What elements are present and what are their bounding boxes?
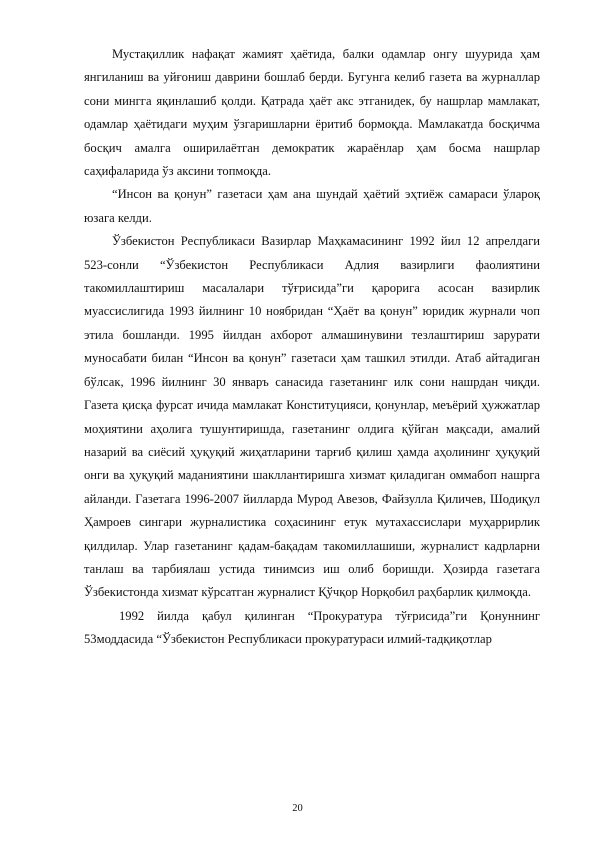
paragraph-prosecutor-law: 1992 йилда қабул қилинган “Прокуратура тўғрисида”ги Қонуннинг 53моддасида “Ўзбекистон Республикаси прокуратураси илмий-тадқиқотлар [84,608,540,647]
paragraph-independence: Мустақиллик нафақат жамият ҳаётида, балки одамлар онгу шуурида ҳам янгиланиш ва уйғониш даврини бошлаб берди. Бугунга келиб газета ва журналлар сони мингга яқинлашиб қолди. Қатрада ҳаёт акс этганидек, бу нашрлар мамлакат, одамлар ҳаётидаги муҳим ўзгаришларни ёритиб бормоқда. Мамлакатда босқичма босқич амалга оширилаётган демократик жараёнлар ҳам босма нашрлар саҳифаларида ўз аксини топмоқда. [84,47,540,179]
body-text [84,43,540,652]
paragraph-newspaper-origin: “Инсон ва қонун” газетаси ҳам ана шундай ҳаётий эҳтиёж самараси ўлароқ юзага келди. [84,187,540,225]
page-number: 20 [292,803,303,814]
paragraph-history: Ўзбекистон Республикаси Вазирлар Маҳкамасининг 1992 йил 12 апрелдаги 523-сонли “Ўзбекистон Республикаси Адлия вазирлиги фаолиятини такомиллаштириш масалалари тўғрисида”ги қарорига асосан вазирлик муассислигида 1993 йилнинг 10 ноябридан “Ҳаёт ва қонун” юридик журнали чоп этила бошланди. 1995 йилдан ахборот алмашинувини тезлаштириш зарурати муносабати билан “Инсон ва қонун” газетаси ҳам ташкил этилди. Атаб айтадиган бўлсак, 1996 йилнинг 30 январъ санасида газетанинг илк сони нашрдан чиқди. Газета қисқа фурсат ичида мамлакат Конституцияси, қонунлар, меъёрий ҳужжатлар моҳиятини аҳолига тушунтиришда, газетанинг олдига қўйган мақсади, амалий назарий ва сиёсий ҳуқуқий жиҳатларини тарғиб қилиш ҳамда аҳолининг ҳуқуқий онги ва ҳуқуқий маданиятини шакллантиришга хизмат қиладиган оммабоп нашрга айланди. Газетага 1996-2007 йилларда Мурод Авезов, Файзулла Қиличев, Шодиқул Ҳамроев сингари журналистика соҳасининг етук мутахассислари муҳаррирлик қилдилар. Улар газетанинг қадам-бақадам такомиллашиши, журналист кадрларни танлаш ва тарбиялаш устида тинимсиз иш олиб боришди. Ҳозирда газетага Ўзбекистонда хизмат кўрсатган журналист Қўчқор Норқобил раҳбарлик қилмоқда. [84,234,540,600]
